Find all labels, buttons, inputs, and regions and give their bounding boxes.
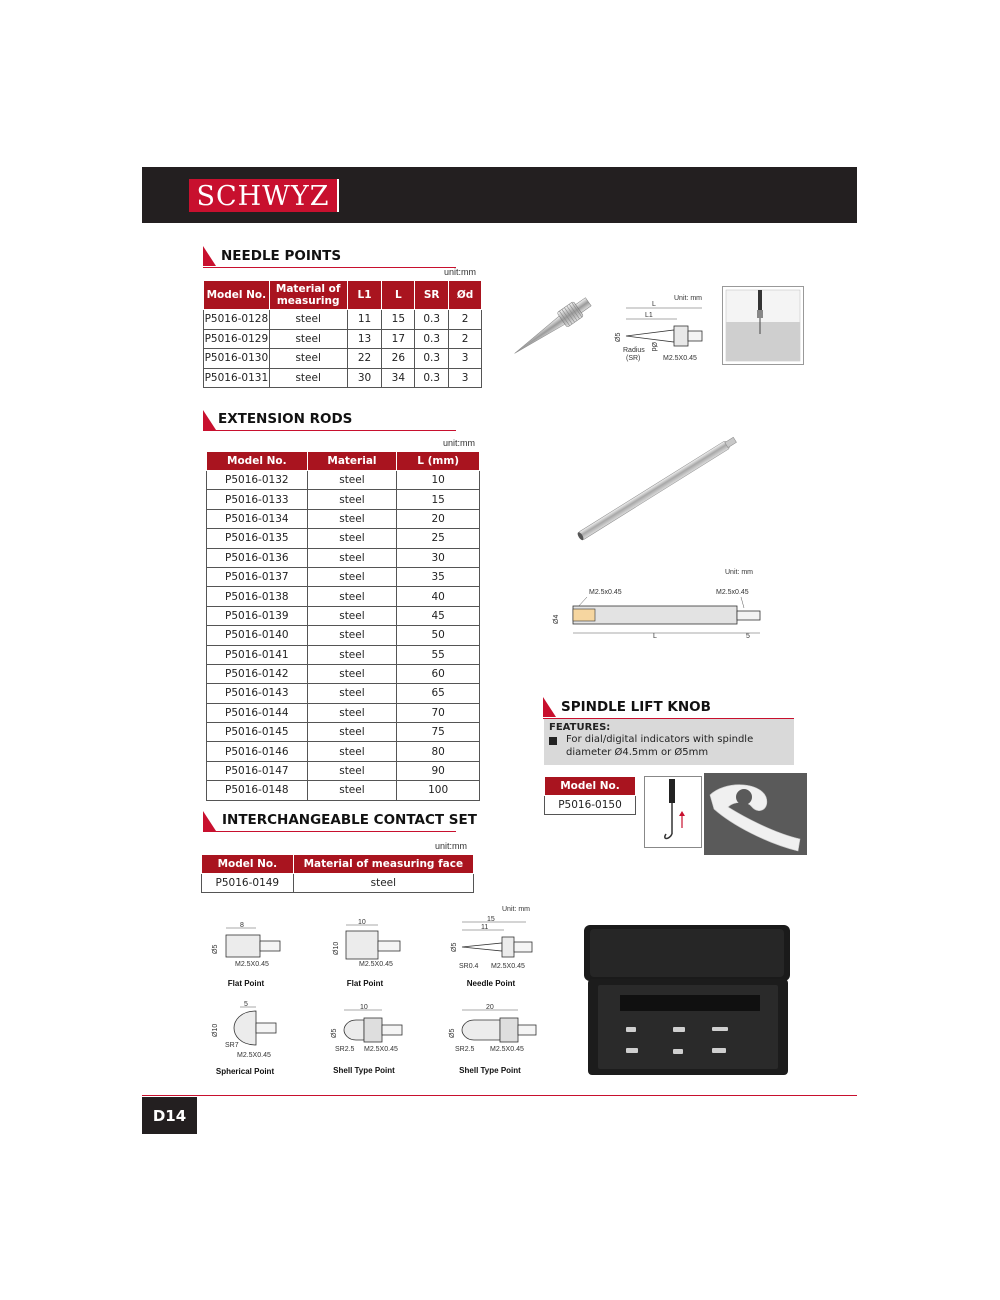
table-cell: 60 [397,664,480,683]
drawings-unit: Unit: mm [502,906,530,913]
dim-sr: SR2.5 [455,1046,475,1053]
extension-rods-unit: unit:mm [443,438,476,448]
table-cell: steel [307,781,397,800]
extension-rods-title: EXTENSION RODS [218,411,353,427]
table-cell: 30 [397,548,480,567]
table-row [207,626,480,645]
table-row [207,723,480,742]
section-underline [203,267,456,268]
point-caption: Shell Type Point [459,1066,521,1075]
point-caption: Spherical Point [215,1067,275,1076]
table-cell: 15 [382,310,415,330]
table-cell: 20 [397,509,480,528]
col-header: Material of measuring [269,281,347,310]
section-underline [203,831,456,832]
table-cell: steel [307,664,397,683]
col-header: SR [415,281,449,310]
dim-L1: L1 [645,312,653,319]
bullet-square-icon [549,737,557,745]
dim-thread: M2.5X0.45 [490,1046,524,1053]
table-cell: P5016-0139 [207,606,308,625]
logo-divider [337,179,339,212]
table-cell: 45 [397,606,480,625]
dim-dia: Ø10 [212,1023,219,1037]
col-header: Model No. [202,855,294,874]
table-cell: 55 [397,645,480,664]
table-cell: P5016-0134 [207,509,308,528]
shell-point-20-drawing [444,1000,540,1058]
table-cell: 0.3 [415,349,449,369]
table-cell: P5016-0145 [207,723,308,742]
drawing-unit: Unit: mm [725,569,753,576]
table-cell: 11 [347,310,382,330]
table-row [207,490,480,509]
contact-set-table [201,854,474,893]
table-row [207,471,480,490]
dim-d4: Ø4 [553,614,560,624]
table-row [207,703,480,722]
table-cell: 10 [397,471,480,490]
table-cell: 13 [347,329,382,349]
spindle-knob-table [544,776,636,815]
table-cell: 65 [397,684,480,703]
col-header: L (mm) [397,452,480,471]
dim-L: L [653,633,657,640]
table-cell: 50 [397,626,480,645]
col-header: Model No. [204,281,270,310]
table-cell: steel [307,684,397,703]
table-cell: steel [269,310,347,330]
dim-dia: Ø10 [333,941,340,955]
table-cell: steel [307,548,397,567]
dim-od: Ød [650,342,657,352]
dim-thread: M2.5X0.45 [663,355,697,362]
needle-points-unit: unit:mm [444,267,477,277]
table-row [207,548,480,567]
extension-rod-photo [570,430,750,542]
thread-right-label: M2.5x0.45 [716,589,749,596]
dim-sr: SR0.4 [459,963,479,970]
col-header: L1 [347,281,382,310]
table-cell: 2 [449,310,482,330]
table-cell: 100 [397,781,480,800]
table-cell: 3 [449,349,482,369]
features-box [544,719,794,765]
table-cell: P5016-0133 [207,490,308,509]
table-cell: steel [307,490,397,509]
table-cell: 35 [397,567,480,586]
section-underline [203,430,456,431]
table-row [204,310,482,330]
feature-line-2: diameter Ø4.5mm or Ø5mm [566,747,709,758]
needle-point-drawing [612,290,712,365]
dim-len2: 11 [481,924,489,931]
table-cell: P5016-0148 [207,781,308,800]
thread-left-label: M2.5x0.45 [589,589,622,596]
table-row [207,684,480,703]
table-cell: steel [293,874,473,893]
brand-logo: SCHWYZ [189,179,337,212]
table-cell: P5016-0138 [207,587,308,606]
needle-point-photo [503,285,606,360]
contact-set-title: INTERCHANGEABLE CONTACT SET [222,812,477,828]
table-row [207,781,480,800]
needle-points-title: NEEDLE POINTS [221,248,342,264]
point-caption: Needle Point [466,979,516,988]
dim-len: 15 [487,916,495,923]
table-cell: steel [307,509,397,528]
col-header: Ød [449,281,482,310]
extension-rod-drawing [549,566,769,648]
spindle-lift-knob-title: SPINDLE LIFT KNOB [561,699,711,715]
table-cell: P5016-0129 [204,329,270,349]
table-cell: 30 [347,368,382,388]
table-cell: steel [307,471,397,490]
dim-thread: M2.5X0.45 [364,1046,398,1053]
section-marker [203,410,216,430]
footer-line [142,1095,857,1096]
col-header: Model No. [207,452,308,471]
table-cell: P5016-0150 [545,796,636,815]
table-cell: P5016-0128 [204,310,270,330]
table-cell: 80 [397,742,480,761]
contact-set-unit: unit:mm [435,841,468,851]
table-cell: P5016-0146 [207,742,308,761]
table-row [207,664,480,683]
table-cell: 2 [449,329,482,349]
point-caption: Shell Type Point [333,1066,395,1075]
spherical-point-drawing [206,997,286,1061]
section-marker [203,811,216,831]
table-cell: 15 [397,490,480,509]
table-cell: 17 [382,329,415,349]
table-cell: P5016-0140 [207,626,308,645]
spindle-knob-usage-photo [644,776,702,848]
table-cell: steel [307,606,397,625]
table-cell: steel [307,587,397,606]
table-cell: steel [307,529,397,548]
table-cell: P5016-0147 [207,761,308,780]
dim-thread: M2.5X0.45 [359,961,393,968]
table-row [207,509,480,528]
dim-dia: Ø5 [451,942,458,952]
dim-sr: (SR) [626,355,641,362]
contact-set-case-photo [580,923,795,1078]
table-cell: P5016-0143 [207,684,308,703]
table-row [207,567,480,586]
section-marker [203,246,216,266]
table-row [207,645,480,664]
table-cell: steel [307,723,397,742]
table-row [207,761,480,780]
dim-thread: M2.5X0.45 [491,963,525,970]
table-cell: P5016-0137 [207,567,308,586]
table-cell: 3 [449,368,482,388]
table-cell: P5016-0149 [202,874,294,893]
shell-point-10-drawing [326,1000,410,1058]
table-cell: 0.3 [415,310,449,330]
table-cell: 0.3 [415,329,449,349]
table-cell: 22 [347,349,382,369]
extension-rods-table [206,451,480,801]
dim-d5: Ø5 [615,332,622,342]
dim-len: 5 [244,1001,248,1008]
table-cell: steel [269,349,347,369]
dim-sr: SR7 [225,1042,239,1049]
flat-point-8-drawing [206,918,286,970]
table-cell: P5016-0142 [207,664,308,683]
point-caption: Flat Point [346,979,384,988]
table-cell: steel [307,761,397,780]
table-cell: P5016-0130 [204,349,270,369]
dim-sr: SR2.5 [335,1046,355,1053]
table-cell: P5016-0132 [207,471,308,490]
table-cell: steel [269,368,347,388]
table-cell: 34 [382,368,415,388]
drawing-unit: Unit: mm [674,295,702,302]
table-cell: 26 [382,349,415,369]
col-header: Material of measuring face [293,855,473,874]
table-cell: P5016-0136 [207,548,308,567]
needle-points-table [203,280,482,388]
spindle-knob-photo [704,773,807,855]
needle-point-set-drawing [446,912,538,970]
table-cell: steel [307,626,397,645]
col-header: L [382,281,415,310]
table-cell: steel [269,329,347,349]
table-row [207,529,480,548]
section-marker [543,697,556,717]
dim-thread: M2.5X0.45 [237,1052,271,1059]
table-cell: steel [307,567,397,586]
table-cell: steel [307,645,397,664]
table-row [204,329,482,349]
table-row [204,368,482,388]
table-row [207,606,480,625]
table-cell: steel [307,742,397,761]
table-cell: P5016-0141 [207,645,308,664]
table-cell: 0.3 [415,368,449,388]
table-row [207,742,480,761]
dim-L: L [652,301,656,308]
feature-line-1: For dial/digital indicators with spindle [566,734,754,745]
table-row [204,349,482,369]
dim-thread: M2.5X0.45 [235,961,269,968]
table-cell: P5016-0131 [204,368,270,388]
point-caption: Flat Point [227,979,265,988]
dim-five: 5 [746,633,750,640]
table-cell: steel [307,703,397,722]
col-header: Material [307,452,397,471]
table-cell: 75 [397,723,480,742]
features-label: FEATURES: [549,722,611,733]
table-cell: 90 [397,761,480,780]
table-cell: 25 [397,529,480,548]
dim-len: 10 [360,1004,368,1011]
table-cell: 40 [397,587,480,606]
table-cell: P5016-0144 [207,703,308,722]
table-row [207,587,480,606]
page-number: D14 [142,1097,197,1134]
needle-point-usage-photo [722,286,804,365]
dim-radius: Radius [623,347,645,354]
table-cell: 70 [397,703,480,722]
dim-dia: Ø5 [331,1028,338,1038]
col-header: Model No. [545,777,636,796]
flat-point-10-drawing [328,915,408,970]
dim-len: 20 [486,1004,494,1011]
dim-dia: Ø5 [449,1028,456,1038]
dim-len: 10 [358,919,366,926]
dim-dia: Ø5 [212,944,219,954]
table-cell: P5016-0135 [207,529,308,548]
dim-len: 8 [240,922,244,929]
